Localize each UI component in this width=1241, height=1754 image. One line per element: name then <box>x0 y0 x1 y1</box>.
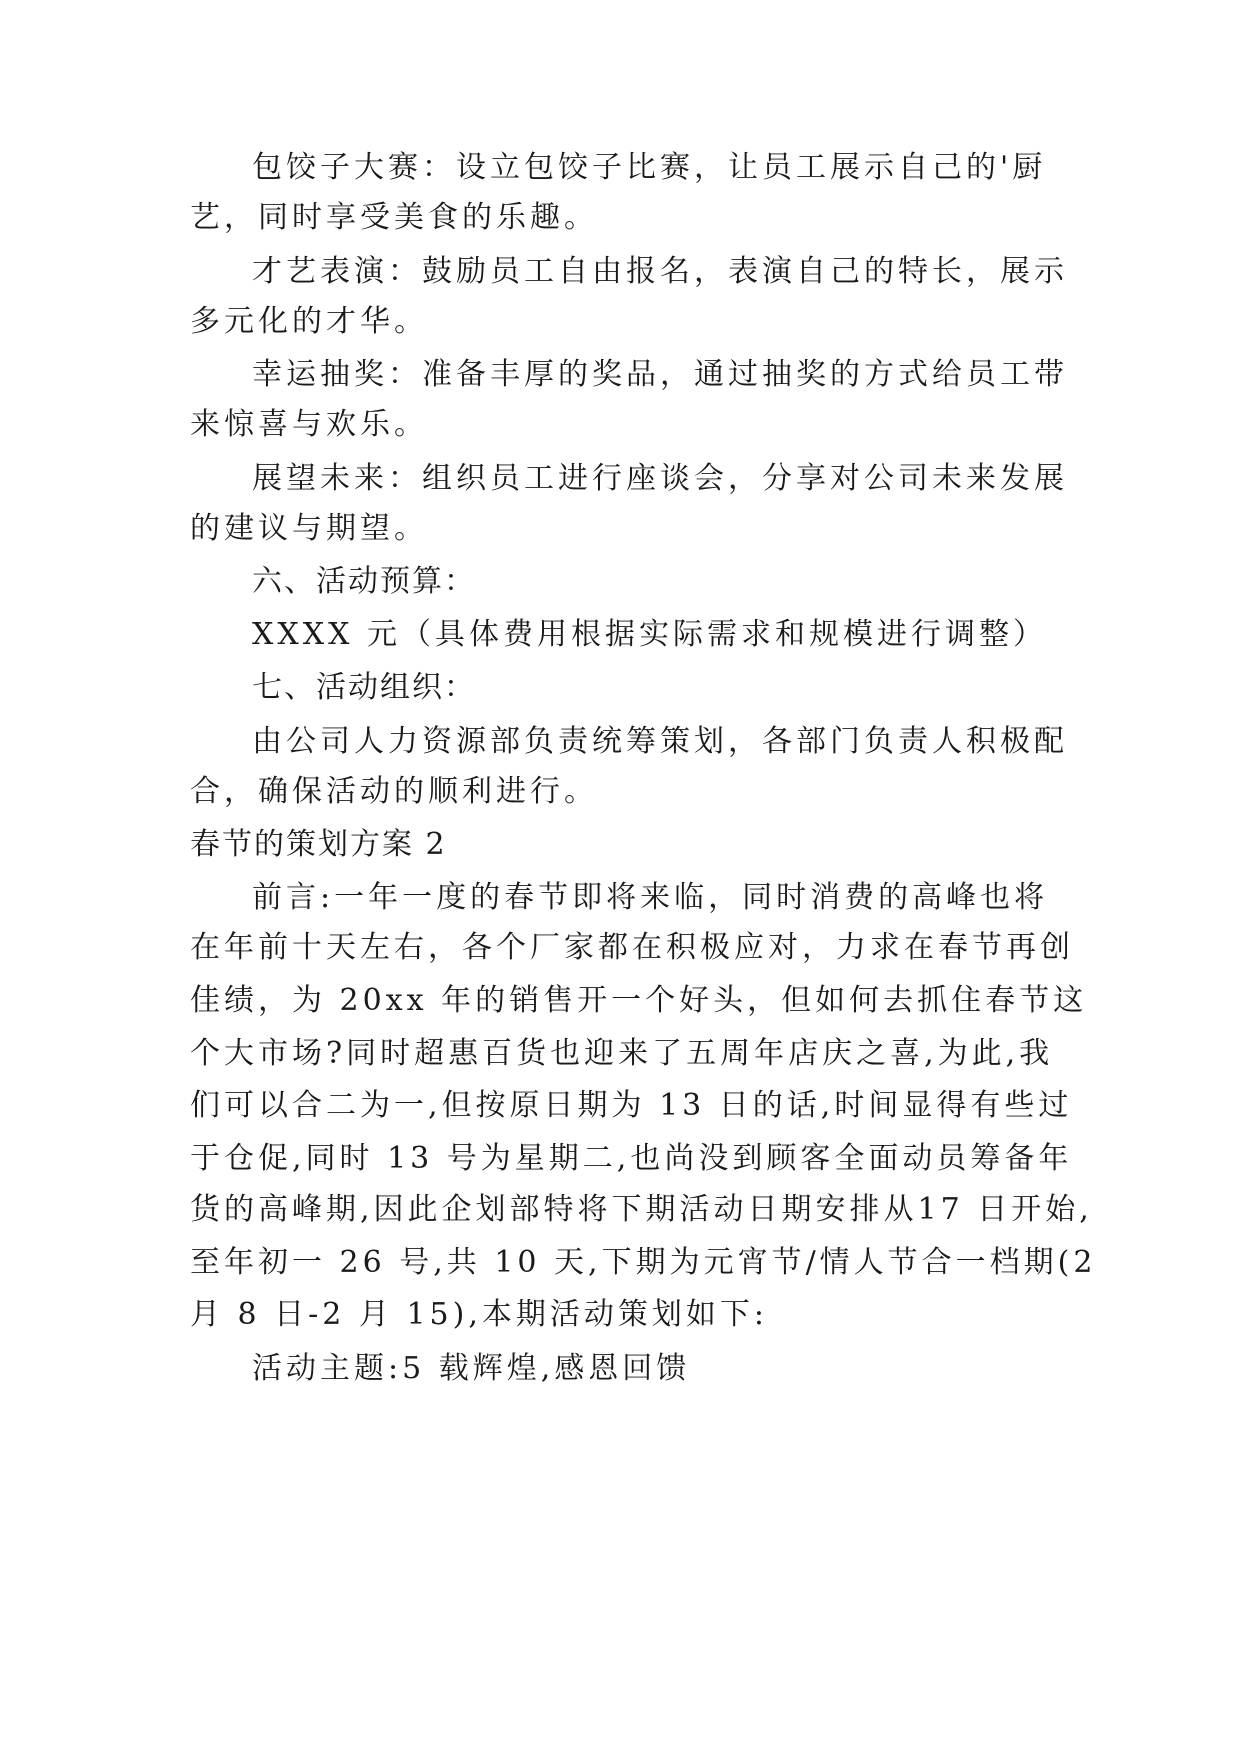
paragraph-preface-line-4: 个大市场?同时超惠百货也迎来了五周年店庆之喜,为此,我 <box>190 1036 1054 1071</box>
paragraph-preface-line-1: 前言:一年一度的春节即将来临，同时消费的高峰也将 <box>252 880 1049 915</box>
paragraph-dumpling-contest-line-2: 艺，同时享受美食的乐趣。 <box>190 200 598 235</box>
section-heading-organization: 七、活动组织： <box>252 670 476 705</box>
section-title-plan-2: 春节的策划方案 2 <box>190 827 447 862</box>
paragraph-lucky-draw-line-1: 幸运抽奖：准备丰厚的奖品，通过抽奖的方式给员工带 <box>252 357 1068 392</box>
paragraph-preface-line-2: 在年前十天左右，各个厂家都在积极应对，力求在春节再创 <box>190 930 1074 965</box>
paragraph-preface-line-3: 佳绩，为 20xx 年的销售开一个好头，但如何去抓住春节这 <box>190 983 1088 1018</box>
paragraph-lucky-draw-line-2: 来惊喜与欢乐。 <box>190 407 428 442</box>
budget-amount: XXXX 元（具体费用根据实际需求和规模进行调整） <box>252 617 1047 652</box>
paragraph-future-outlook-line-2: 的建议与期望。 <box>190 511 428 546</box>
paragraph-future-outlook-line-1: 展望未来：组织员工进行座谈会，分享对公司未来发展 <box>252 461 1068 496</box>
paragraph-preface-line-6: 于仓促,同时 13 号为星期二,也尚没到顾客全面动员筹备年 <box>190 1141 1073 1176</box>
paragraph-talent-show-line-1: 才艺表演：鼓励员工自由报名，表演自己的特长，展示 <box>252 254 1068 289</box>
paragraph-organization-line-2: 合，确保活动的顺利进行。 <box>190 774 598 809</box>
paragraph-preface-line-7: 货的高峰期,因此企划部特将下期活动日期安排从17 日开始, <box>190 1192 1093 1227</box>
paragraph-organization-line-1: 由公司人力资源部负责统筹策划，各部门负责人积极配 <box>252 724 1068 759</box>
activity-theme: 活动主题:5 载辉煌,感恩回馈 <box>252 1351 691 1386</box>
paragraph-preface-line-5: 们可以合二为一,但按原日期为 13 日的话,时间显得有些过 <box>190 1088 1073 1123</box>
paragraph-preface-line-8: 至年初一 26 号,共 10 天,下期为元宵节/情人节合一档期(2 <box>190 1245 1097 1280</box>
paragraph-talent-show-line-2: 多元化的才华。 <box>190 304 428 339</box>
paragraph-preface-line-9: 月 8 日-2 月 15),本期活动策划如下: <box>190 1297 768 1332</box>
paragraph-dumpling-contest-line-1: 包饺子大赛：设立包饺子比赛，让员工展示自己的'厨 <box>252 150 1047 185</box>
section-heading-budget: 六、活动预算： <box>252 564 476 599</box>
